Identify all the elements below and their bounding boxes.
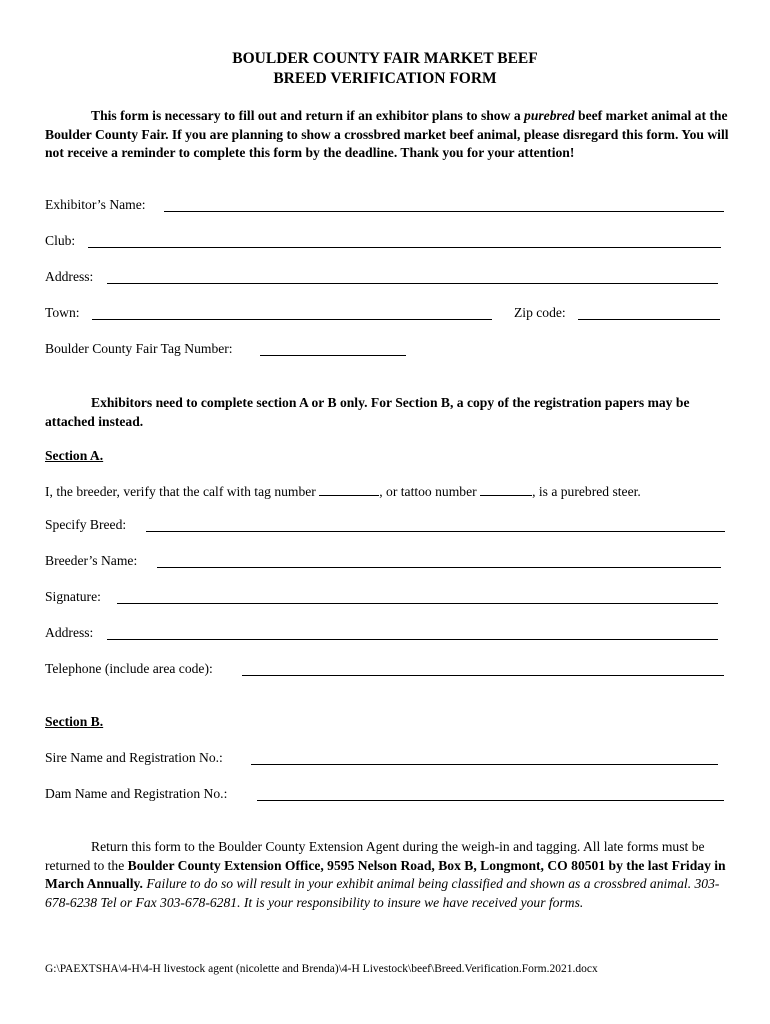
intro-paragraph <box>45 107 735 163</box>
sire-label: Sire Name and Registration No.: <box>45 750 223 765</box>
exhibitor-name-label: Exhibitor’s Name: <box>45 197 146 212</box>
breeder-address-field[interactable] <box>107 639 718 640</box>
telephone-label: Telephone (include area code): <box>45 661 213 676</box>
verification-statement <box>45 483 641 500</box>
form-title-line-2: BREED VERIFICATION FORM <box>273 70 497 87</box>
dam-field[interactable] <box>257 800 724 801</box>
breeder-address-label: Address: <box>45 625 94 640</box>
breed-label: Specify Breed: <box>45 517 127 532</box>
club-label: Club: <box>45 233 76 248</box>
signature-field[interactable] <box>117 603 718 604</box>
section-a-heading: Section A. <box>45 448 104 463</box>
verify-text-3: , is a purebred steer. <box>532 484 641 499</box>
verify-text-1: I, the breeder, verify that the calf with tag number <box>45 484 320 499</box>
return-instructions <box>45 838 735 912</box>
town-label: Town: <box>45 305 80 320</box>
verify-text-2: , or tattoo number <box>379 484 481 499</box>
club-field[interactable] <box>88 247 721 248</box>
return-text: Return this form to the Boulder County Extension Agent during the weigh-in and tagging. All late forms must be returned to the <box>45 839 705 873</box>
breed-field[interactable] <box>146 531 725 532</box>
zip-label: Zip code: <box>514 305 566 320</box>
document-file-path: G:\PAEXTSHA\4-H\4-H livestock agent (nicolette and Brenda)\4-H Livestock\beef\Breed.Verification.Form.2021.docx <box>45 963 598 975</box>
zip-field[interactable] <box>578 319 720 320</box>
town-field[interactable] <box>92 319 492 320</box>
tag-number-label: Boulder County Fair Tag Number: <box>45 341 233 356</box>
exhibitor-name-field[interactable] <box>164 211 724 212</box>
return-address-deadline: Boulder County Extension Office, 9595 Nelson Road, Box B, Longmont, CO 80501 by the last Friday in March Annually. <box>45 857 726 891</box>
tattoo-number-field[interactable] <box>480 483 532 496</box>
tag-number-field[interactable] <box>260 355 406 356</box>
return-warning: Failure to do so will result in your exhibit animal being classified and shown as a crossbred animal. 303-678-6238 Tel or Fax 303-678-6281. It is your responsibility to insure we have received your forms. <box>45 876 720 910</box>
form-title-line-1: BOULDER COUNTY FAIR MARKET BEEF <box>232 50 538 67</box>
intro-part-2: beef market animal at the Boulder County Fair. If you are planning to show a crossbred market beef animal, please disregard this form. You will not receive a reminder to complete this form by the deadline. Thank you for your attention! <box>45 108 729 160</box>
telephone-field[interactable] <box>242 675 724 676</box>
signature-label: Signature: <box>45 589 101 604</box>
intro-emphasis: purebred <box>524 108 575 123</box>
breeder-name-label: Breeder’s Name: <box>45 553 138 568</box>
intro-part-1: This form is necessary to fill out and return if an exhibitor plans to show a <box>91 108 525 123</box>
sire-field[interactable] <box>251 764 718 765</box>
breeder-name-field[interactable] <box>157 567 721 568</box>
section-b-heading: Section B. <box>45 714 104 729</box>
section-instructions-text: Exhibitors need to complete section A or B only. For Section B, a copy of the registration papers may be attached instead. <box>45 395 690 429</box>
address-field[interactable] <box>107 283 718 284</box>
calf-tag-number-field[interactable] <box>319 483 379 496</box>
dam-label: Dam Name and Registration No.: <box>45 786 228 801</box>
section-instructions <box>45 394 735 431</box>
address-label: Address: <box>45 269 94 284</box>
